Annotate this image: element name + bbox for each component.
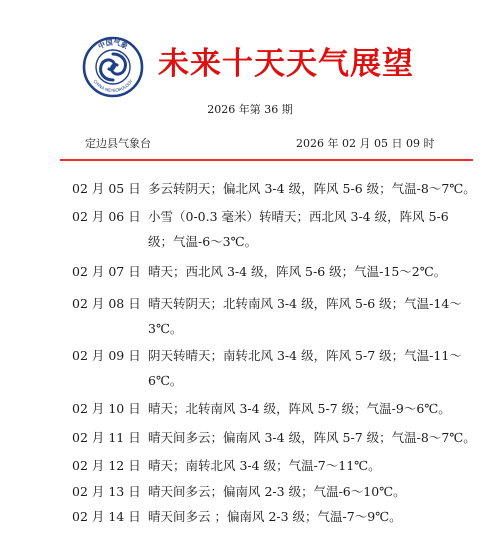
forecast-text: 多云转阴天；偏北风 3-4 级，阵风 5-6 级；气温-8～7℃。	[148, 181, 476, 196]
forecast-date: 02 月 08 日	[72, 296, 141, 311]
logo-text-bottom: CHINA METEOROLOGY	[92, 78, 134, 94]
issuer-name: 定边县气象台	[85, 137, 151, 150]
forecast-row	[0, 397, 500, 426]
forecast-date: 02 月 06 日	[72, 209, 141, 224]
issue-number: 2026 年第 36 期	[207, 103, 293, 116]
forecast-text: 晴天间多云 ；偏南风 2-3 级；气温-7～9℃。	[148, 509, 402, 524]
forecast-text: 晴天间多云；偏南风 2-3 级；气温-6～10℃。	[148, 484, 406, 499]
forecast-row	[0, 260, 500, 292]
forecast-text: 晴天；西北风 3-4 级，阵风 5-6 级；气温-15～2℃。	[148, 264, 447, 279]
cma-logo-icon	[82, 34, 144, 100]
logo-text-top: 中国气象	[97, 38, 129, 51]
forecast-text: 晴天；北转南风 3-4 级，阵风 5-7 级；气温-9～6℃。	[148, 401, 451, 416]
forecast-row	[0, 454, 500, 480]
forecast-date: 02 月 11 日	[72, 430, 141, 445]
forecast-text-continued: 6℃。	[148, 373, 183, 388]
forecast-list	[0, 177, 500, 531]
forecast-row	[0, 426, 500, 454]
forecast-date: 02 月 12 日	[72, 458, 141, 473]
forecast-row	[0, 480, 500, 505]
forecast-date: 02 月 14 日	[72, 509, 141, 524]
issuer-row	[0, 134, 500, 154]
forecast-date: 02 月 05 日	[72, 181, 141, 196]
forecast-date: 02 月 10 日	[72, 401, 141, 416]
forecast-row	[0, 344, 500, 397]
forecast-date: 02 月 13 日	[72, 484, 141, 499]
forecast-text-continued: 级；气温-6～3℃。	[148, 234, 258, 249]
forecast-text: 晴天；南转北风 3-4 级；气温-7～11℃。	[148, 458, 381, 473]
document-header	[0, 34, 500, 106]
red-divider	[60, 159, 473, 161]
issue-time: 2026 年 02 月 05 日 09 时	[296, 137, 435, 150]
forecast-text: 阴天转晴天；南转北风 3-4 级，阵风 5-7 级；气温-11～	[148, 348, 462, 363]
forecast-text-continued: 3℃。	[148, 321, 183, 336]
forecast-date: 02 月 09 日	[72, 348, 141, 363]
forecast-text: 小雪（0-0.3 毫米）转晴天；西北风 3-4 级，阵风 5-6	[148, 209, 449, 224]
forecast-date: 02 月 07 日	[72, 264, 141, 279]
forecast-row	[0, 292, 500, 344]
forecast-text: 晴天转阴天；北转南风 3-4 级，阵风 5-6 级；气温-14～	[148, 296, 462, 311]
forecast-text: 晴天间多云；偏南风 3-4 级，阵风 5-7 级；气温-8～7℃。	[148, 430, 476, 445]
forecast-row	[0, 505, 500, 531]
forecast-row	[0, 205, 500, 260]
document-title: 未来十天天气展望	[158, 46, 414, 82]
forecast-row	[0, 177, 500, 205]
